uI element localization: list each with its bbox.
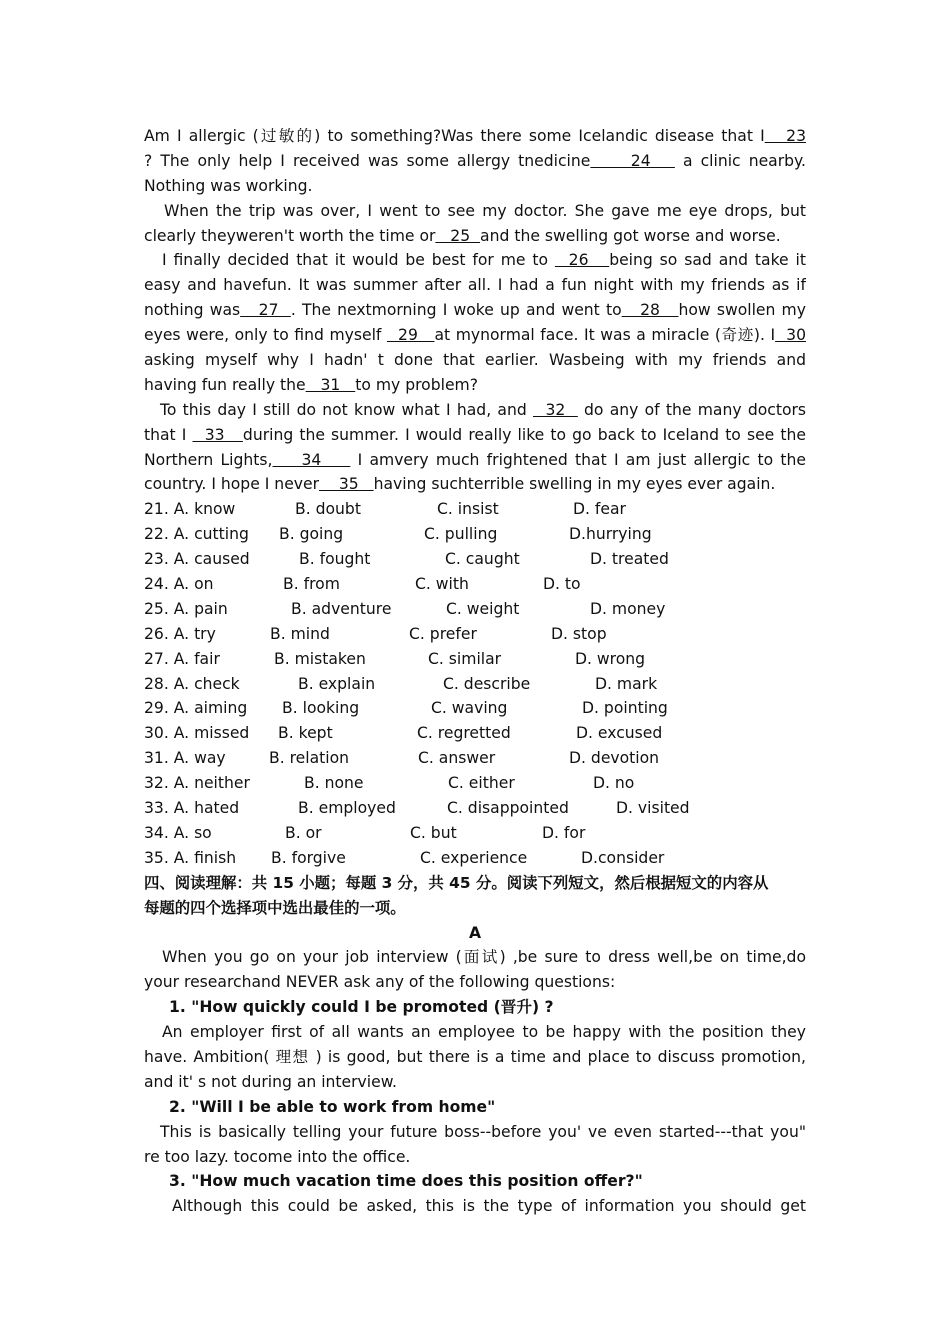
passage-line: Northern Lights, 34 I amvery much frightened that I am just allergic to the <box>144 450 806 469</box>
blank-33: 33 <box>192 425 243 444</box>
blank-28: 28 <box>621 301 679 320</box>
question-heading-2: 2. "Will I be able to work from home" <box>169 1097 496 1116</box>
question-heading-1: 1. "How quickly could I be promoted (晋升) ? <box>169 998 554 1017</box>
blank-35: 35 <box>319 475 374 494</box>
passage-line: having fun really the 31 to my problem? <box>144 375 479 394</box>
passage-line: eyes were, only to find myself 29 at mynormal face. It was a miracle (奇迹). I 30 <box>144 326 806 345</box>
option-row-27: 27. A. fair B. mistaken C. similar D. wrong <box>144 649 646 668</box>
passage-line: clearly theyweren't worth the time or 25 and the swelling got worse and worse. <box>144 226 781 245</box>
option-row-32: 32. A. neither B. none C. either D. no <box>144 774 635 793</box>
passage-line: have. Ambition( 理想 ) is good, but there is a time and place to discuss promotion, <box>144 1047 806 1066</box>
section-heading-cont: 每题的四个选择项中选出最佳的一项。 <box>144 898 406 917</box>
option-row-24: 24. A. on B. from C. with D. to <box>144 575 581 594</box>
option-row-29: 29. A. aiming B. looking C. waving D. pointing <box>144 699 668 718</box>
blank-25: 25 <box>435 226 481 245</box>
passage-line: Am I allergic (过敏的) to something?Was there some Icelandic disease that I 23 <box>144 127 806 145</box>
passage-line: easy and havefun. It was summer after all. I had a fun night with my friends as if <box>144 276 806 295</box>
options-list <box>144 497 806 870</box>
passage-line: When the trip was over, I went to see my doctor. She gave me eye drops, but <box>164 201 806 220</box>
option-row-34: 34. A. so B. or C. but D. for <box>144 823 586 842</box>
section-heading: 四、阅读理解：共 15 小题；每题 3 分，共 45 分。阅读下列短文，然后根据短文的内容从 <box>144 873 769 892</box>
passage-line: re too lazy. tocome into the office. <box>144 1147 411 1166</box>
passage-line: This is basically telling your future boss--before you' ve even started---that you" <box>160 1122 806 1141</box>
passage-line: and it' s not during an interview. <box>144 1072 397 1091</box>
blank-26: 26 <box>554 251 610 270</box>
blank-32: 32 <box>532 400 578 419</box>
blank-29: 29 <box>386 326 435 345</box>
document-page <box>144 124 806 1219</box>
option-row-33: 33. A. hated B. employed C. disappointed D. visited <box>144 799 690 818</box>
option-row-21: 21. A. know B. doubt C. insist D. fear <box>144 500 626 519</box>
passage-line: asking myself why I hadn' t done that earlier. Wasbeing with my friends and <box>144 351 806 370</box>
option-row-35: 35. A. finish B. forgive C. experience D.consider <box>144 848 665 867</box>
passage-label: A <box>468 923 482 942</box>
passage-line: your researchand NEVER ask any of the following questions: <box>144 973 616 992</box>
option-row-26: 26. A. try B. mind C. prefer D. stop <box>144 624 607 643</box>
passage-line: nothing was 27 . The nextmorning I woke up and went to 28 how swollen my <box>144 301 806 320</box>
blank-30: 30 <box>775 326 806 345</box>
blank-24: 24 <box>590 151 675 170</box>
blank-31: 31 <box>305 375 356 394</box>
option-row-23: 23. A. caused B. fought C. caught D. treated <box>144 550 669 569</box>
option-row-30: 30. A. missed B. kept C. regretted D. excused <box>144 724 663 743</box>
option-row-28: 28. A. check B. explain C. describe D. mark <box>144 674 658 693</box>
option-row-31: 31. A. way B. relation C. answer D. devotion <box>144 749 660 768</box>
passage-line: Nothing was working. <box>144 176 313 195</box>
passage-line: When you go on your job interview (面试) ,be sure to dress well,be on time,do <box>162 948 806 967</box>
blank-23: 23 <box>764 127 806 145</box>
passage-line: Although this could be asked, this is the type of information you should get <box>172 1197 806 1216</box>
blank-27: 27 <box>240 301 291 320</box>
blank-34: 34 <box>272 450 351 469</box>
passage-line: country. I hope I never 35 having suchterrible swelling in my eyes ever again. <box>144 475 776 494</box>
passage-line: I finally decided that it would be best for me to 26 being so sad and take it <box>162 251 806 270</box>
option-row-25: 25. A. pain B. adventure C. weight D. money <box>144 599 666 618</box>
passage-line: To this day I still do not know what I had, and 32 do any of the many doctors <box>160 400 806 419</box>
option-row-22: 22. A. cutting B. going C. pulling D.hurrying <box>144 525 652 544</box>
passage-line: An employer first of all wants an employee to be happy with the position they <box>162 1023 806 1042</box>
passage-line: that I 33 during the summer. I would really like to go back to Iceland to see the <box>144 425 806 444</box>
passage-line: ? The only help I received was some allergy tnedicine 24 a clinic nearby. <box>144 151 806 170</box>
question-heading-3: 3. "How much vacation time does this position offer?" <box>169 1172 643 1191</box>
